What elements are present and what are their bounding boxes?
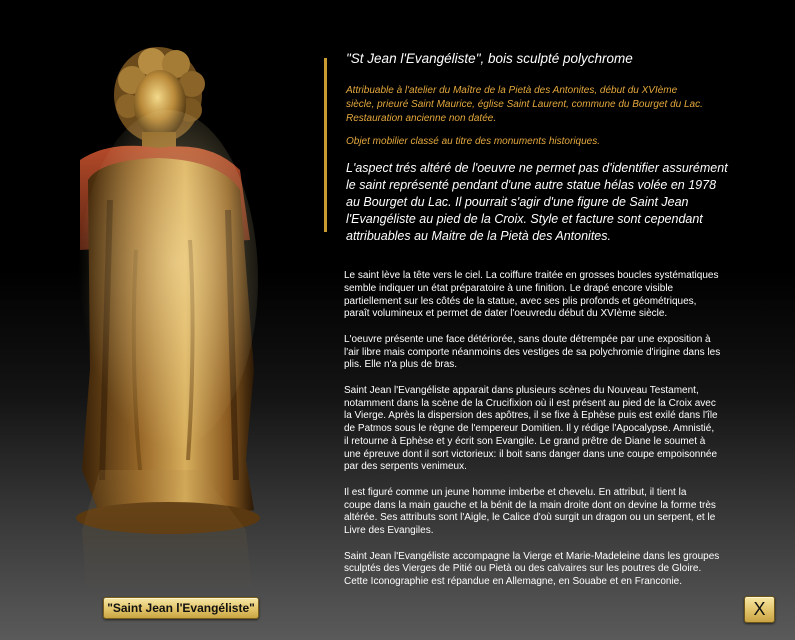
close-button[interactable]: X	[744, 596, 775, 623]
paragraph	[344, 487, 764, 538]
line: il retourne à Ephèse et y écrit son Evangile. Le grand prêtre de Diane le soumet à	[344, 435, 706, 447]
line: altérée. Ses attributs sont l'Aigle, le Calice d'où surgit un dragon ou un serpent, et le	[344, 512, 716, 524]
intro-line: l'Evangéliste au pied de la Croix. Style et facture sont cependant	[346, 212, 703, 226]
caption-button[interactable]: "Saint Jean l'Evangéliste"	[103, 597, 259, 619]
line: une épreuve dont il sort victorieux: il boit sans danger dans une coupe empoisonnée	[344, 448, 718, 460]
line: par des serpents venimeux.	[344, 461, 467, 473]
accent-bar	[324, 58, 327, 232]
attribution-line: Attribuable à l'atelier du Maître de la Pietà des Antonites, début du XVIème	[346, 85, 678, 96]
attribution-text	[346, 84, 766, 126]
line: coupe dans la main gauche et la bénit de la main droite dont on devine la forme très	[344, 499, 716, 511]
line: paraît volumineux et permet de dater l'oeuvredu début du XVIème siècle.	[344, 308, 668, 320]
attribution-line: siècle, prieuré Saint Maurice, église Saint Laurent, commune du Bourget du Lac.	[346, 99, 703, 110]
line: Saint Jean l'Evangéliste apparait dans plusieurs scènes du Nouveau Testament,	[344, 384, 699, 396]
line: Il est figuré comme un jeune homme imberbe et chevelu. En attribut, il tient la	[344, 486, 687, 498]
line: sculptés des Vierges de Pitié ou Pietà ou des calvaires sur les poutres de Gloire.	[344, 563, 702, 575]
paragraph	[344, 334, 764, 372]
line: de Patmos sous le règne de l'empereur Domitien. Il y rédige l'Apocalypse. Amnistié,	[344, 423, 715, 434]
paragraph	[344, 270, 764, 321]
intro-text	[346, 160, 776, 245]
intro-line: au Bourget du Lac. Il pourrait s'agir d'une figure de Saint Jean	[346, 195, 689, 209]
paragraph	[344, 551, 764, 589]
line: plis. Elle n'a plus de bras.	[344, 359, 458, 371]
intro-line: L'aspect trés altéré de l'oeuvre ne permet pas d'identifier assurément	[346, 161, 728, 175]
line: Le saint lève la tête vers le ciel. La coiffure traitée en grosses boucles systématiques	[344, 270, 719, 281]
line: L'oeuvre présente une face détériorée, sans doute détrempée par une exposition à	[344, 333, 711, 345]
artwork-title: "St Jean l'Evangéliste", bois sculpté polychrome	[346, 51, 633, 66]
line: la Vierge. Après la dispersion des apôtres, il se fixe à Ephèse puis est exilé dans l'île	[344, 410, 718, 422]
paragraph	[344, 385, 764, 474]
intro-line: attribuables au Maitre de la Pietà des Antonites.	[346, 229, 611, 243]
intro-line: le saint représenté pendant d'une autre statue hélas volée en 1978	[346, 178, 717, 192]
statue-reflection	[40, 470, 300, 610]
line: Saint Jean l'Evangéliste accompagne la Vierge et Marie-Madeleine dans les groupes	[344, 550, 720, 562]
description-text	[344, 270, 764, 602]
line: partiellement sur les côtés de la statue, avec ses plis profonds et géométriques,	[344, 295, 697, 307]
line: notamment dans la scène de la Crucifixion où il est présent au pied de la Croix avec	[344, 397, 716, 409]
line: Cette Iconographie est répandue en Allemagne, en Souabe et en Franconie.	[344, 576, 683, 587]
classification-note: Objet mobilier classé au titre des monuments historiques.	[346, 136, 601, 147]
line: semble indiquer un état préparatoire à une finition. Le drapé encore visible	[344, 282, 674, 294]
line: Livre des Evangiles.	[344, 525, 434, 536]
attribution-line: Restauration ancienne non datée.	[346, 113, 497, 124]
line: l'air libre mais comporte néanmoins des vestiges de sa polychromie d'irigine dans les	[344, 346, 721, 358]
